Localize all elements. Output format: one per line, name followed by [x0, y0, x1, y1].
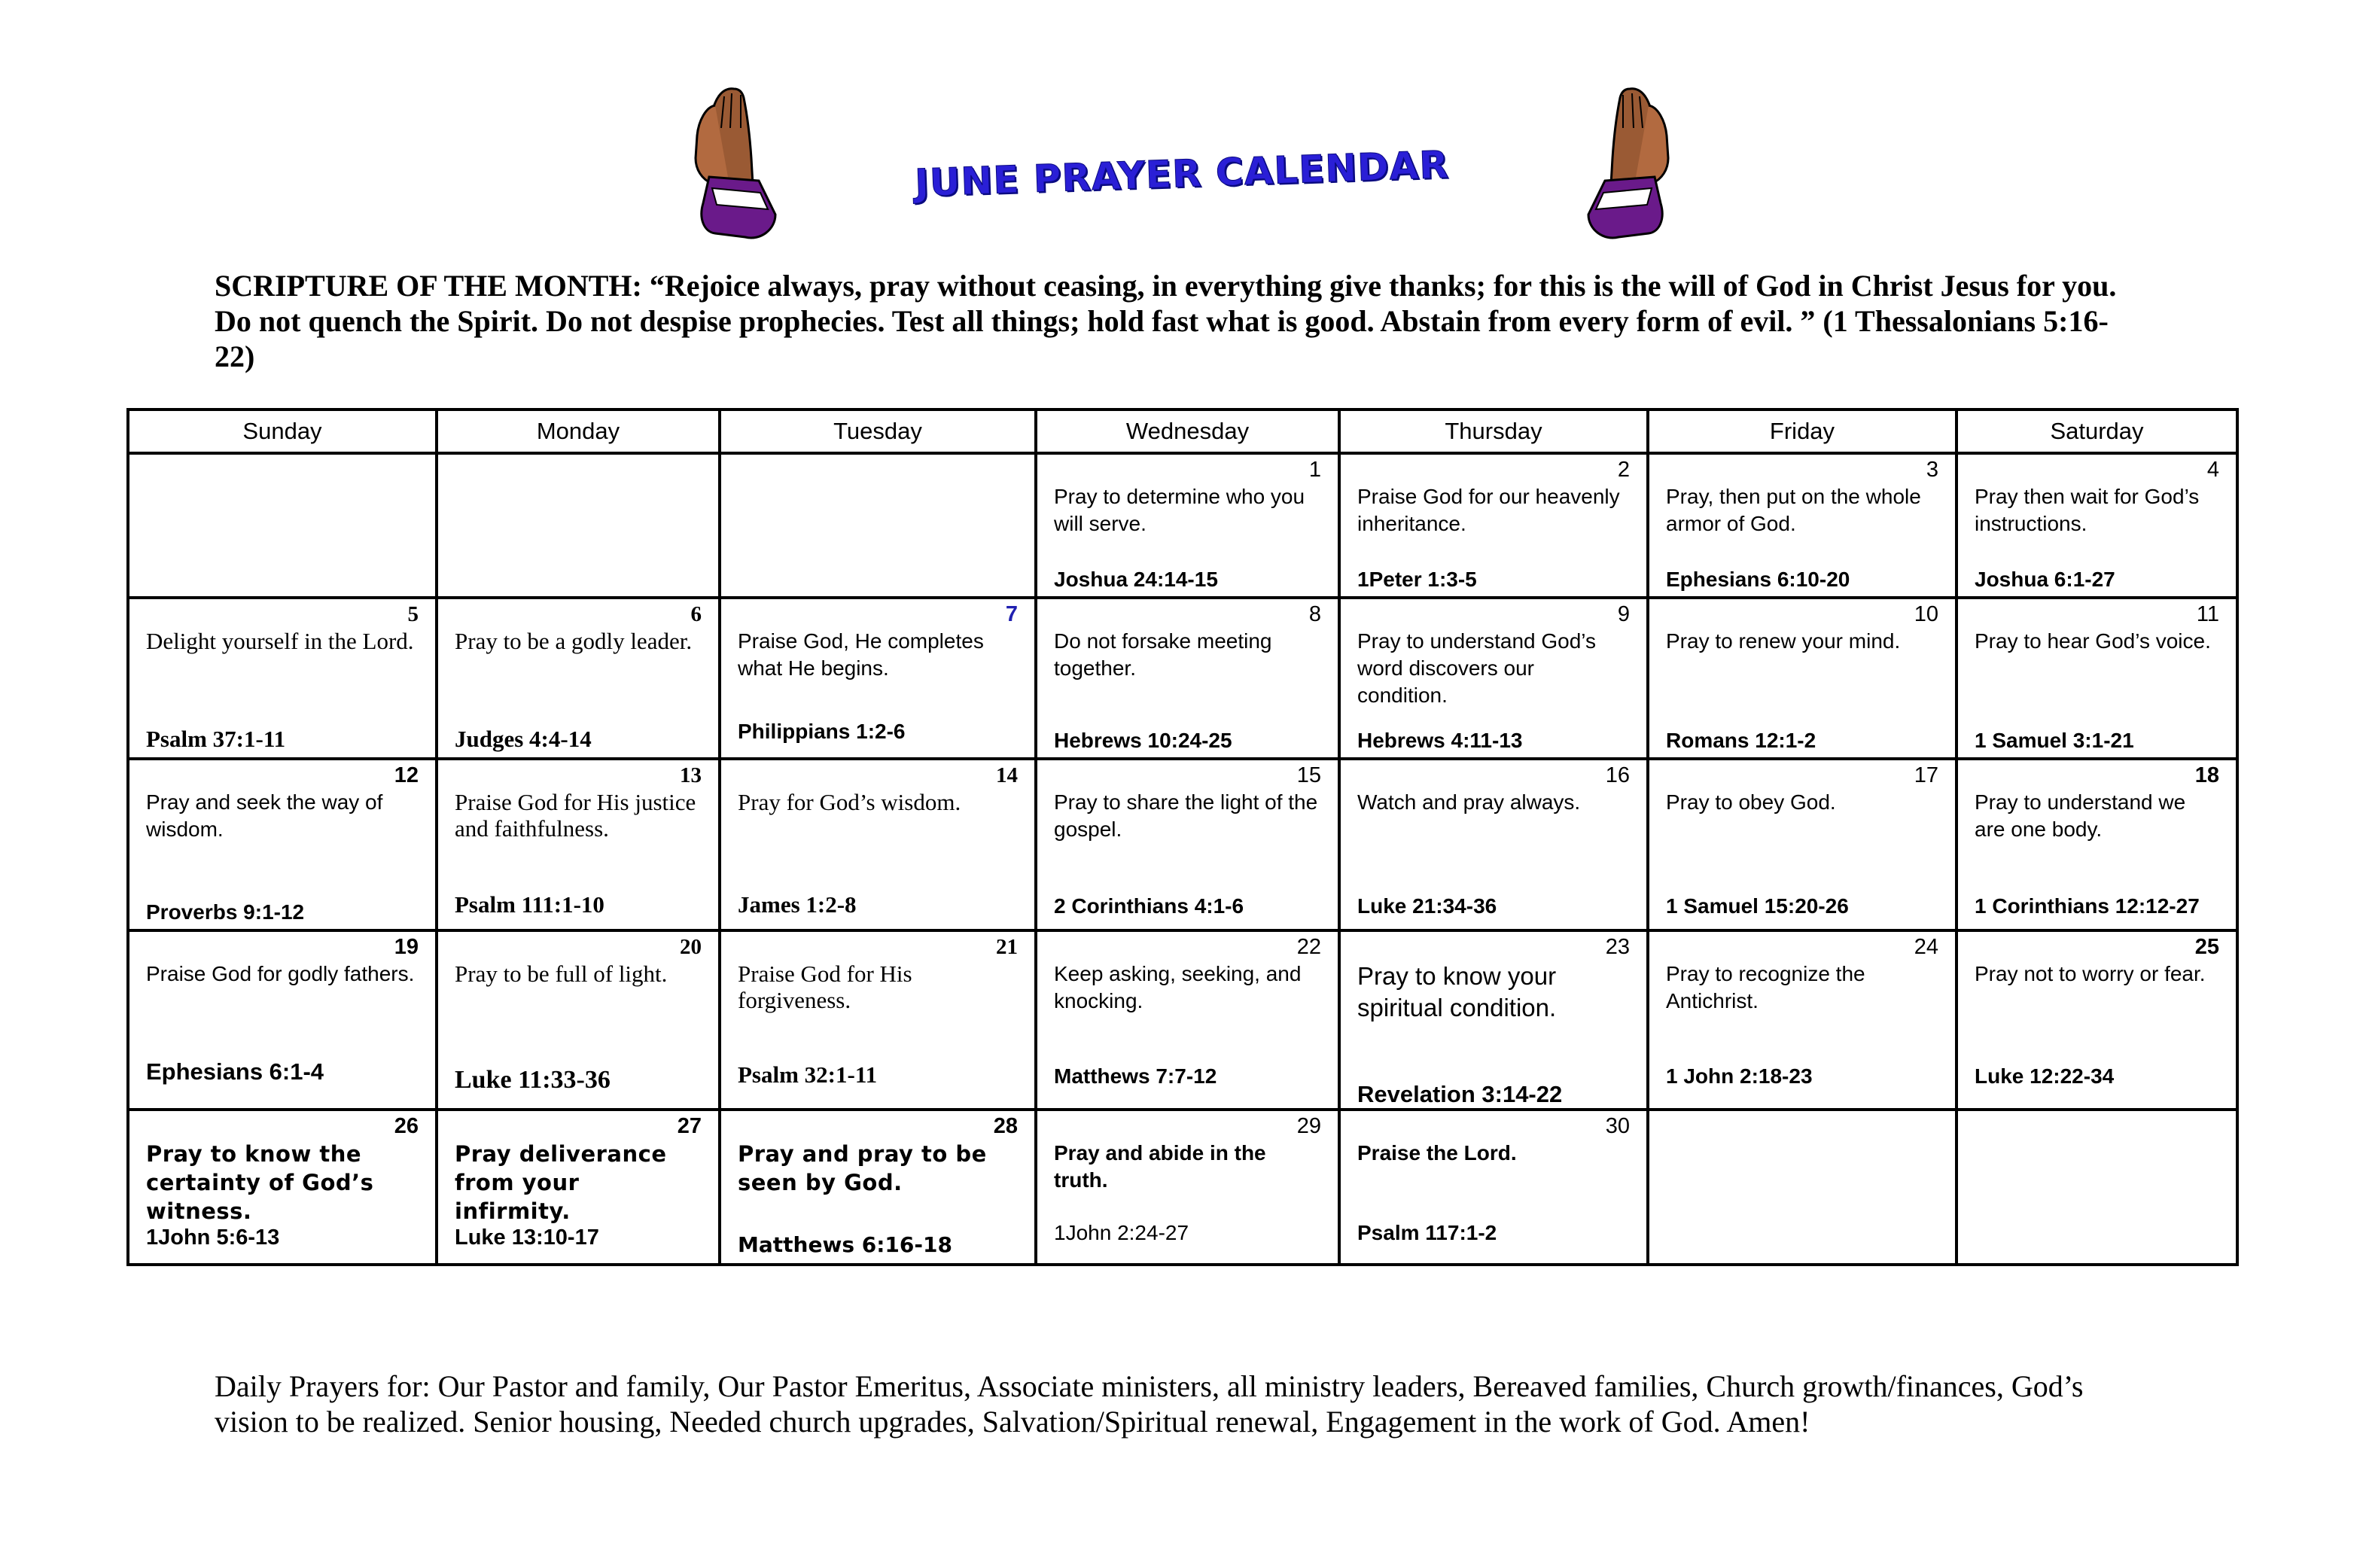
day-number: 15	[1296, 763, 1321, 787]
day-number: 9	[1617, 602, 1630, 626]
week-row	[128, 1110, 2237, 1265]
day-prayer: Pray to share the light of the gospel.	[1054, 790, 1318, 841]
weekday-saturday: Saturday	[1957, 410, 2237, 453]
day-prayer: Pray for God’s wisdom.	[738, 789, 961, 815]
day-scripture-ref: Joshua 6:1-27	[1975, 568, 2115, 591]
day-scripture-ref: 2 Corinthians 4:1-6	[1054, 894, 1244, 918]
weekday-monday: Monday	[437, 410, 720, 453]
day-prayer: Pray to renew your mind.	[1666, 629, 1901, 653]
day-number: 21	[996, 935, 1018, 959]
day-cell-2	[1339, 453, 1648, 598]
day-number: 12	[394, 763, 419, 787]
day-prayer: Pray to understand we are one body.	[1975, 790, 2186, 841]
day-scripture-ref: Luke 13:10-17	[455, 1225, 599, 1250]
day-prayer: Pray, then put on the whole armor of God.	[1666, 485, 1921, 535]
day-scripture-ref: 1 Corinthians 12:12-27	[1975, 894, 2200, 918]
day-cell-19	[128, 930, 437, 1110]
scripture-of-the-month: SCRIPTURE OF THE MONTH: “Rejoice always, pray without ceasing, in everything give thanks; for this is the will of God in Christ Jesus for you. Do not quench the Spirit. Do not despise prophecies. Test all things; hold fast what is good. Abstain from every form of evil. ” (1 Thessalonians 5:16-22)	[215, 269, 2117, 373]
day-cell-14	[720, 759, 1036, 930]
day-number: 1	[1308, 458, 1321, 482]
page-title: JUNE PRAYER CALENDAR	[914, 142, 1450, 206]
day-prayer: Pray to be a godly leader.	[455, 628, 693, 654]
day-cell-7	[720, 598, 1036, 759]
day-number: 8	[1308, 602, 1321, 626]
day-number: 27	[677, 1114, 702, 1138]
day-scripture-ref: Luke 21:34-36	[1357, 894, 1497, 918]
day-scripture-ref: Hebrews 10:24-25	[1054, 729, 1232, 752]
day-scripture-ref: Matthews 6:16-18	[738, 1232, 952, 1257]
day-prayer: Pray and pray to be seen by God.	[738, 1141, 987, 1195]
day-scripture-ref: Psalm 37:1-11	[146, 726, 286, 752]
day-cell-30	[1339, 1110, 1648, 1265]
weekday-friday: Friday	[1648, 410, 1957, 453]
day-prayer: Delight yourself in the Lord.	[146, 628, 414, 654]
day-cell-8	[1036, 598, 1339, 759]
day-scripture-ref: 1Peter 1:3-5	[1357, 568, 1477, 591]
day-prayer: Pray not to worry or fear.	[1975, 962, 2206, 985]
weekday-thursday: Thursday	[1339, 410, 1648, 453]
day-number: 4	[2206, 458, 2219, 482]
week-row	[128, 930, 2237, 1110]
day-scripture-ref: Psalm 117:1-2	[1357, 1221, 1497, 1244]
day-prayer: Praise God for godly fathers.	[146, 962, 415, 985]
prayer-calendar	[126, 408, 2239, 1266]
day-prayer: Praise God for His forgiveness.	[738, 961, 912, 1013]
day-cell-20	[437, 930, 720, 1110]
day-cell-27	[437, 1110, 720, 1265]
day-cell-13	[437, 759, 720, 930]
day-number: 7	[1005, 602, 1018, 626]
praying-hands-icon	[1551, 83, 1701, 248]
day-number: 10	[1914, 602, 1938, 626]
empty-day-cell	[720, 453, 1036, 598]
day-number: 29	[1296, 1114, 1321, 1138]
day-number: 22	[1296, 935, 1321, 959]
day-cell-21	[720, 930, 1036, 1110]
day-number: 14	[996, 763, 1018, 787]
week-row	[128, 598, 2237, 759]
day-cell-9	[1339, 598, 1648, 759]
day-prayer: Pray deliverance from your infirmity.	[455, 1141, 667, 1224]
day-prayer: Pray to be full of light.	[455, 961, 668, 987]
daily-prayers-footer: Daily Prayers for: Our Pastor and family, Our Pastor Emeritus, Associate ministers, all ministry leaders, Bereaved families, Church growth/finances, God’s vision to be realized. Senior housing, Needed church upgrades, Salvation/Spiritual renewal, Engagement in the work of God. Amen!	[215, 1369, 2084, 1439]
day-scripture-ref: Psalm 111:1-10	[455, 891, 604, 918]
day-scripture-ref: 1 Samuel 3:1-21	[1975, 729, 2134, 752]
day-number: 16	[1605, 763, 1630, 787]
day-prayer: Pray to understand God’s word discovers our condition.	[1357, 629, 1597, 707]
day-scripture-ref: Ephesians 6:10-20	[1666, 568, 1850, 591]
day-prayer: Pray and abide in the truth.	[1054, 1141, 1266, 1192]
day-cell-23	[1339, 930, 1648, 1110]
day-number: 2	[1617, 458, 1630, 482]
day-prayer: Pray then wait for God’s instructions.	[1975, 485, 2200, 535]
day-scripture-ref: Luke 11:33-36	[455, 1066, 611, 1094]
day-prayer: Keep asking, seeking, and knocking.	[1054, 962, 1302, 1012]
empty-day-cell	[1648, 1110, 1957, 1265]
day-number: 30	[1605, 1114, 1630, 1138]
day-number: 11	[2196, 602, 2219, 626]
day-prayer: Pray to determine who you will serve.	[1054, 485, 1305, 535]
empty-day-cell	[1957, 1110, 2237, 1265]
day-number: 17	[1914, 763, 1938, 787]
day-prayer: Praise the Lord.	[1357, 1141, 1517, 1165]
day-prayer: Pray to hear God’s voice.	[1975, 629, 2211, 653]
week-row	[128, 759, 2237, 930]
day-cell-22	[1036, 930, 1339, 1110]
day-scripture-ref: James 1:2-8	[738, 891, 857, 918]
day-cell-16	[1339, 759, 1648, 930]
day-scripture-ref: Romans 12:1-2	[1666, 729, 1816, 752]
day-scripture-ref: Luke 12:22-34	[1975, 1064, 2115, 1088]
day-scripture-ref: 1 John 2:18-23	[1666, 1064, 1813, 1088]
day-scripture-ref: Revelation 3:14-22	[1357, 1081, 1563, 1107]
day-number: 6	[690, 602, 702, 626]
day-number: 24	[1914, 935, 1938, 959]
day-prayer: Pray to recognize the Antichrist.	[1666, 962, 1865, 1012]
day-cell-17	[1648, 759, 1957, 930]
day-scripture-ref: Judges 4:4-14	[455, 726, 592, 752]
weekday-header-row	[128, 410, 2237, 453]
day-scripture-ref: 1 Samuel 15:20-26	[1666, 894, 1849, 918]
day-cell-24	[1648, 930, 1957, 1110]
weekday-tuesday: Tuesday	[720, 410, 1036, 453]
day-cell-10	[1648, 598, 1957, 759]
day-scripture-ref: Psalm 32:1-11	[738, 1061, 878, 1088]
day-scripture-ref: 1John 5:6-13	[146, 1225, 280, 1250]
day-number: 18	[2194, 763, 2219, 787]
header	[662, 83, 1701, 248]
day-number: 19	[394, 935, 419, 959]
day-prayer: Pray to obey God.	[1666, 790, 1836, 814]
day-prayer: Praise God for our heavenly inheritance.	[1357, 485, 1620, 535]
day-scripture-ref: Joshua 24:14-15	[1054, 568, 1218, 591]
day-number: 5	[407, 602, 419, 626]
day-cell-11	[1957, 598, 2237, 759]
weekday-sunday: Sunday	[128, 410, 437, 453]
day-number: 23	[1605, 935, 1630, 959]
day-cell-4	[1957, 453, 2237, 598]
day-cell-15	[1036, 759, 1339, 930]
day-cell-6	[437, 598, 720, 759]
empty-day-cell	[437, 453, 720, 598]
day-scripture-ref: Matthews 7:7-12	[1054, 1064, 1217, 1088]
day-prayer: Praise God for His justice and faithfulness.	[455, 789, 696, 842]
day-scripture-ref: Hebrews 4:11-13	[1357, 729, 1523, 752]
day-prayer: Pray and seek the way of wisdom.	[146, 790, 383, 841]
day-cell-18	[1957, 759, 2237, 930]
day-prayer: Praise God, He completes what He begins.	[738, 629, 984, 680]
day-cell-26	[128, 1110, 437, 1265]
day-cell-29	[1036, 1110, 1339, 1265]
day-cell-12	[128, 759, 437, 930]
day-cell-3	[1648, 453, 1957, 598]
day-prayer: Pray to know the certainty of God’s witness.	[146, 1141, 374, 1224]
praying-hands-icon	[662, 83, 813, 248]
day-scripture-ref: Philippians 1:2-6	[738, 720, 906, 743]
weekday-wednesday: Wednesday	[1036, 410, 1339, 453]
empty-day-cell	[128, 453, 437, 598]
day-number: 28	[993, 1114, 1018, 1138]
day-prayer: Pray to know your spiritual condition.	[1357, 962, 1557, 1021]
day-number: 20	[680, 935, 702, 959]
day-cell-1	[1036, 453, 1339, 598]
day-scripture-ref: Ephesians 6:1-4	[146, 1058, 324, 1085]
day-cell-5	[128, 598, 437, 759]
day-number: 3	[1926, 458, 1938, 482]
day-prayer: Do not forsake meeting together.	[1054, 629, 1272, 680]
day-prayer: Watch and pray always.	[1357, 790, 1581, 814]
day-cell-25	[1957, 930, 2237, 1110]
day-number: 25	[2194, 935, 2219, 959]
day-scripture-ref: 1John 2:24-27	[1054, 1221, 1189, 1244]
day-number: 13	[680, 763, 702, 787]
day-scripture-ref: Proverbs 9:1-12	[146, 900, 305, 924]
week-row	[128, 453, 2237, 598]
day-cell-28	[720, 1110, 1036, 1265]
day-number: 26	[394, 1114, 419, 1138]
